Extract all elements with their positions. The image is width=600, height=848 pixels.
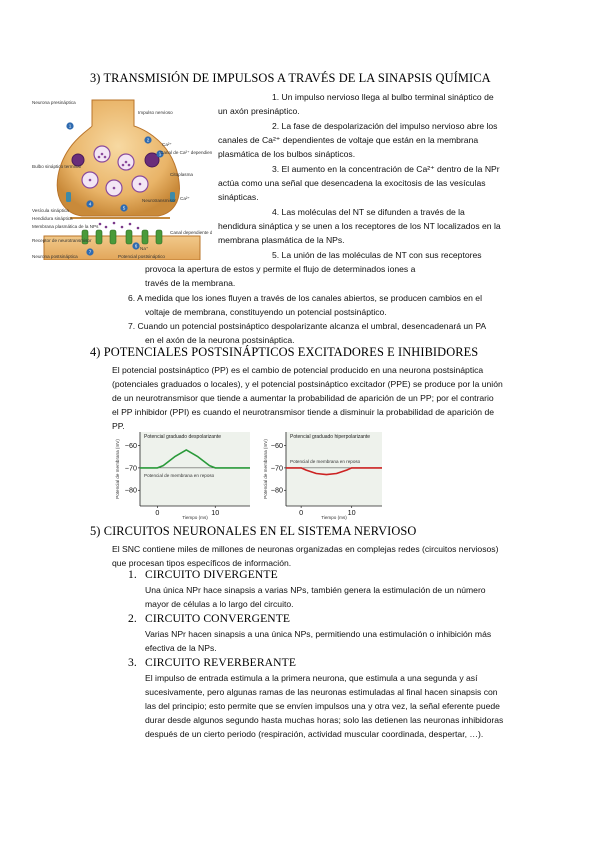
text-line: de un neurotransmisor que tiende a aumentar la probabilidad de aparición de un PP; por el contrario	[112, 393, 494, 403]
text-line: 1. Un impulso nervioso llega al bulbo terminal sináptico de	[272, 92, 494, 102]
plot-area	[140, 432, 250, 506]
text-line: efectiva de la NPs.	[145, 643, 217, 653]
circuit-title: CIRCUITO CONVERGENTE	[145, 612, 291, 625]
text-line: El potencial postsináptico (PP) es el cambio de potencial producido en una neurona postsináptica	[112, 365, 484, 375]
y-tick-label: −80	[270, 485, 283, 495]
x-axis-label: Tiempo (ms)	[321, 515, 347, 520]
y-tick-label: −70	[270, 463, 283, 473]
chart-title: Potencial graduado despolarizante	[144, 434, 221, 440]
section-5-title: 5) CIRCUITOS NEURONALES EN EL SISTEMA NERVIOSO	[90, 524, 417, 538]
x-tick-label: 10	[347, 508, 356, 517]
x-tick-label: 0	[299, 508, 304, 517]
badge-2: 2	[146, 137, 150, 143]
text-line: canales de Ca²⁺ dependientes de voltaje que están en la membrana	[218, 135, 479, 145]
text-line: después de un cierto periodo (respiración, actividad muscular coordinada, despertar, …).	[145, 729, 484, 739]
text-line: actúa como una señal que desencadena la exocitosis de las vesículas	[218, 178, 486, 188]
text-line: un axón presináptico.	[218, 106, 300, 116]
badge-1: 1	[68, 123, 72, 129]
circuit-title: CIRCUITO REVERBERANTE	[145, 656, 296, 669]
x-tick-label: 0	[155, 508, 160, 517]
synapse-figure	[30, 96, 212, 260]
fig-label-impulse: Impulso nervioso	[138, 110, 173, 115]
badge-4: 4	[88, 201, 92, 207]
fig-label-pp: Potencial postsináptico	[118, 254, 165, 259]
fig-label-presynaptic: Neurona presináptica	[32, 100, 76, 105]
chart-annotation: Potencial de membrana en reposo	[144, 472, 215, 478]
text-line: en el axón de la neurona postsináptica.	[145, 335, 295, 345]
y-tick-label: −60	[270, 440, 283, 450]
text-line: 5. La unión de las moléculas de NT con sus receptores	[272, 250, 482, 260]
circuit-number: 3.	[128, 656, 137, 669]
chart-hyperpolarizing-svg	[262, 428, 386, 520]
fig-label-ca-2: Ca²⁺	[180, 196, 190, 201]
badge-5: 5	[122, 205, 126, 211]
text-line: 4. Las moléculas del NT se difunden a través de la	[272, 207, 465, 217]
fig-label-terminal: Bulbo sináptico terminal	[32, 164, 81, 169]
text-line: sucesivamente, pero algunas ramas de las neuronas estimuladas al final hacen sinapsis con	[145, 687, 498, 697]
text-line: membrana plasmática de la NPs.	[218, 235, 345, 245]
fig-label-nt: Neurotransmisor	[142, 198, 176, 203]
fig-label-postsynaptic: Neurona postsináptica	[32, 254, 78, 259]
text-line: las del principio; esto permite que se envíen impulsos una y otra vez, la señal eferente puede	[145, 701, 500, 711]
text-line: Una única NPr hace sinapsis a varias NPs, también genera la estimulación de un número	[145, 585, 486, 595]
text-line: 2. La fase de despolarización del impulso nervioso abre los	[272, 121, 498, 131]
circuit-number: 2.	[128, 612, 137, 625]
fig-label-cleft: Hendidura sináptica	[32, 216, 73, 221]
text-line: voltaje de membrana, constituyendo un potencial postsináptico.	[145, 307, 387, 317]
section-3-title: 3) TRANSMISIÓN DE IMPULSOS A TRAVÉS DE LA SINAPSIS QUÍMICA	[90, 71, 491, 85]
badge-3: 3	[158, 151, 162, 157]
text-line: que procesan tipos específicos de información.	[112, 558, 292, 568]
y-axis-label: Potencial de membrana (mV)	[115, 439, 120, 499]
text-line: El SNC contiene miles de millones de neuronas organizadas en complejas redes (circuitos nerviosos)	[112, 544, 499, 554]
plot-area	[286, 432, 382, 506]
fig-label-ligand-channel: Canal dependiente d	[170, 230, 212, 235]
fig-label-ca: Ca²⁺	[162, 142, 172, 147]
text-line: durar desde algunos segundo hasta muchas horas; solo las detienen las neuronas inhibidoras	[145, 715, 504, 725]
section-4-title: 4) POTENCIALES POSTSINÁPTICOS EXCITADORES E INHIBIDORES	[90, 345, 479, 359]
chart-hyperpolarizing	[262, 428, 386, 520]
text-line: 3. El aumento en la concentración de Ca²⁺ dentro de la NPr	[272, 164, 500, 174]
chart-title: Potencial graduado hiperpolarizante	[290, 434, 371, 440]
circuit-title: CIRCUITO DIVERGENTE	[145, 568, 278, 581]
fig-label-ca-channel: Canal de Ca²⁺ dependien	[160, 150, 212, 155]
fig-label-vesicle: Vesícula sináptica	[32, 208, 69, 213]
text-line: hendidura sináptica y se unen a los receptores de los NT localizados en la	[218, 221, 501, 231]
badge-7: 7	[88, 249, 92, 255]
fig-label-membrane: Membrana plasmática de la NPs	[32, 224, 99, 229]
y-tick-label: −80	[124, 485, 137, 495]
text-line: provoca la apertura de estos y permite el flujo de determinados iones a	[145, 264, 416, 274]
chart-depolarizing	[114, 428, 254, 520]
text-line: plasmática de los bulbos sinápticos.	[218, 149, 356, 159]
text-line: (potenciales graduados o locales), y el potencial postsináptico excitador (PPE) se produce por la unión	[112, 379, 503, 389]
fig-label-na: Na⁺	[140, 246, 149, 251]
y-tick-label: −70	[124, 463, 137, 473]
badge-6: 6	[134, 243, 138, 249]
x-tick-label: 10	[211, 508, 220, 517]
text-line: 6. A medida que los iones fluyen a través de los canales abiertos, se producen cambios en el	[128, 293, 482, 303]
fig-label-receptor: Receptor de neurotransmisor	[32, 238, 92, 243]
text-line: mayor de células a lo largo del circuito.	[145, 599, 294, 609]
synapse-diagram	[30, 96, 212, 260]
x-axis-label: Tiempo (ms)	[182, 515, 208, 520]
chart-depolarizing-svg	[114, 428, 254, 520]
text-line: El impulso de entrada estimula a la primera neurona, que estimula a una segunda y así	[145, 673, 478, 683]
text-line: sinápticas.	[218, 192, 259, 202]
text-line: el PP inhibidor (PPI) es cuando el neurotransmisor tiende a disminuir la probabilidad de aparición de	[112, 407, 495, 417]
text-line: PP.	[112, 421, 125, 431]
chart-annotation: Potencial de membrana en reposo	[290, 458, 361, 464]
text-line: través de la membrana.	[145, 278, 236, 288]
y-tick-label: −60	[124, 440, 137, 450]
fig-label-cytoplasm: Citoplasma	[170, 172, 193, 177]
circuit-number: 1.	[128, 568, 137, 581]
text-line: 7. Cuando un potencial postsináptico despolarizante alcanza el umbral, desencadenará un PA	[128, 321, 487, 331]
y-axis-label: Potencial de membrana (mV)	[263, 439, 268, 499]
text-line: Varias NPr hacen sinapsis a una única NPs, permitiendo una estimulación o inhibición más	[145, 629, 492, 639]
